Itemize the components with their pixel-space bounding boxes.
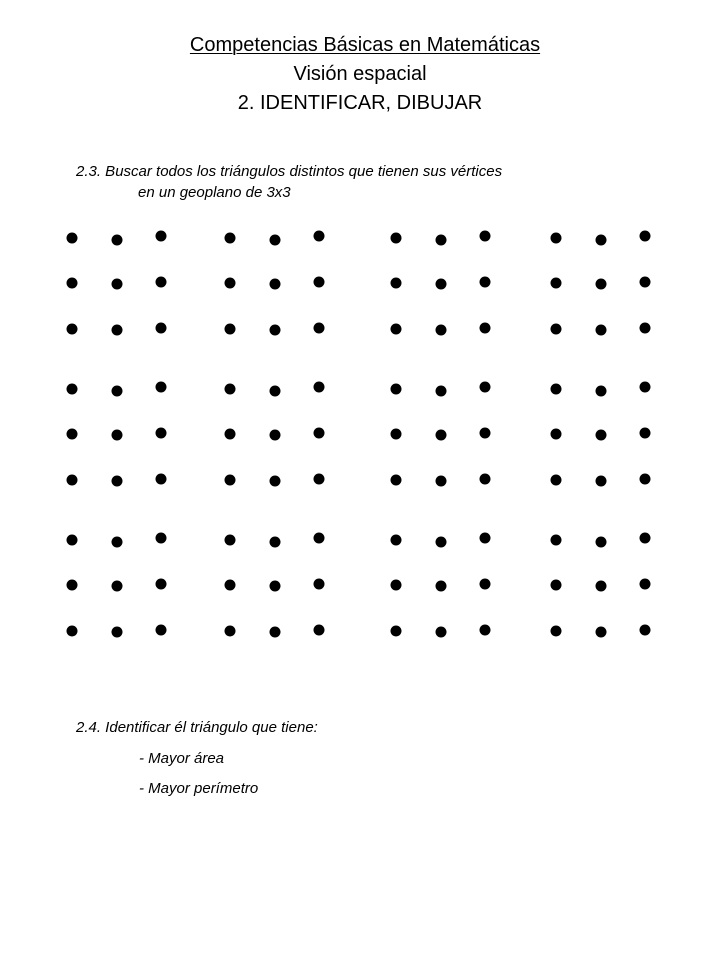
- geoplane-peg: [551, 429, 562, 440]
- geoplane-peg: [640, 382, 651, 393]
- geoplane-peg: [225, 535, 236, 546]
- geoplane: [67, 533, 167, 638]
- section-title: 2. IDENTIFICAR, DIBUJAR: [237, 92, 483, 114]
- geoplane-peg: [156, 625, 167, 636]
- geoplane-peg: [596, 386, 607, 397]
- geoplane-peg: [270, 430, 281, 441]
- geoplane: [551, 382, 651, 487]
- geoplane-peg: [67, 324, 78, 335]
- geoplane: [67, 231, 167, 336]
- geoplane-peg: [596, 627, 607, 638]
- course-title: Competencias Básicas en Matemáticas: [189, 34, 541, 56]
- geoplane-peg: [480, 625, 491, 636]
- geoplane-peg: [480, 428, 491, 439]
- geoplane-peg: [270, 627, 281, 638]
- geoplane-peg: [225, 278, 236, 289]
- geoplane-peg: [640, 428, 651, 439]
- geoplane: [391, 231, 491, 336]
- task-2-4-prompt: 2.4. Identificar él triángulo que tiene:: [76, 719, 318, 736]
- geoplane-peg: [156, 579, 167, 590]
- task-2-4-item-perimeter: - Mayor perímetro: [139, 780, 259, 797]
- geoplane-peg: [67, 626, 78, 637]
- geoplane-peg: [314, 382, 325, 393]
- geoplane-peg: [436, 627, 447, 638]
- geoplane-peg: [112, 386, 123, 397]
- geoplane-peg: [225, 580, 236, 591]
- geoplane-peg: [156, 231, 167, 242]
- geoplane-peg: [391, 324, 402, 335]
- geoplane-peg: [436, 386, 447, 397]
- geoplane-peg: [270, 235, 281, 246]
- geoplane-peg: [156, 533, 167, 544]
- geoplane-peg: [314, 277, 325, 288]
- geoplane-peg: [551, 475, 562, 486]
- geoplane-peg: [225, 324, 236, 335]
- task-2-3-line1: 2.3. Buscar todos los triángulos distintos que tienen sus vértices: [76, 163, 503, 180]
- geoplane: [225, 382, 325, 487]
- geoplane-peg: [270, 581, 281, 592]
- geoplane-peg: [67, 233, 78, 244]
- geoplane: [225, 533, 325, 638]
- task-2-4-item-area: - Mayor área: [139, 750, 225, 767]
- geoplane-peg: [551, 384, 562, 395]
- geoplane-peg: [436, 235, 447, 246]
- geoplane-peg: [551, 324, 562, 335]
- geoplane-peg: [67, 475, 78, 486]
- geoplane-peg: [391, 580, 402, 591]
- geoplane-peg: [391, 233, 402, 244]
- geoplane-peg: [112, 627, 123, 638]
- geoplane-peg: [391, 535, 402, 546]
- geoplane-peg: [314, 625, 325, 636]
- geoplane-peg: [480, 579, 491, 590]
- geoplane-peg: [596, 279, 607, 290]
- geoplane-peg: [67, 278, 78, 289]
- geoplane: [67, 382, 167, 487]
- geoplane-peg: [596, 537, 607, 548]
- geoplane-peg: [640, 231, 651, 242]
- geoplane-peg: [225, 429, 236, 440]
- geoplane-peg: [436, 325, 447, 336]
- geoplane-peg: [436, 581, 447, 592]
- geoplane-peg: [156, 277, 167, 288]
- task-2-3-line2: en un geoplano de 3x3: [138, 184, 291, 201]
- geoplane-peg: [480, 533, 491, 544]
- geoplane-peg: [640, 579, 651, 590]
- geoplane-peg: [225, 384, 236, 395]
- geoplane-peg: [112, 235, 123, 246]
- geoplane-peg: [391, 475, 402, 486]
- geoplane-peg: [67, 535, 78, 546]
- geoplane-peg: [640, 323, 651, 334]
- geoplane-peg: [112, 430, 123, 441]
- geoplane-peg: [640, 277, 651, 288]
- geoplane-peg: [551, 278, 562, 289]
- geoplane: [391, 382, 491, 487]
- geoplane-peg: [391, 429, 402, 440]
- geoplane-peg: [480, 277, 491, 288]
- geoplane-peg: [596, 430, 607, 441]
- geoplane: [225, 231, 325, 336]
- geoplane-peg: [270, 537, 281, 548]
- geoplane: [551, 533, 651, 638]
- geoplane-peg: [596, 235, 607, 246]
- geoplane-peg: [391, 384, 402, 395]
- geoplane-peg: [112, 537, 123, 548]
- geoplane-peg: [270, 279, 281, 290]
- geoplane-peg: [640, 625, 651, 636]
- geoplane: [551, 231, 651, 336]
- geoplane-peg: [270, 386, 281, 397]
- geoplane-peg: [314, 474, 325, 485]
- geoplane-peg: [156, 382, 167, 393]
- geoplane: [391, 533, 491, 638]
- geoplane-peg: [67, 384, 78, 395]
- geoplane-peg: [156, 428, 167, 439]
- geoplane-peg: [391, 278, 402, 289]
- geoplane-peg: [391, 626, 402, 637]
- geoplane-peg: [436, 476, 447, 487]
- geoplane-peg: [112, 476, 123, 487]
- geoplane-peg: [480, 323, 491, 334]
- geoplane-peg: [436, 537, 447, 548]
- geoplane-peg: [480, 382, 491, 393]
- geoplane-peg: [480, 474, 491, 485]
- geoplane-peg: [551, 626, 562, 637]
- geoplane-peg: [225, 626, 236, 637]
- geoplane-peg: [551, 233, 562, 244]
- geoplane-peg: [640, 474, 651, 485]
- geoplane-peg: [156, 474, 167, 485]
- geoplane-peg: [551, 580, 562, 591]
- geoplane-peg: [640, 533, 651, 544]
- geoplane-peg: [225, 233, 236, 244]
- geoplane-peg: [225, 475, 236, 486]
- geoplane-peg: [314, 428, 325, 439]
- geoplane-peg: [67, 580, 78, 591]
- geoplane-peg: [314, 533, 325, 544]
- geoplane-peg: [596, 476, 607, 487]
- geoplane-peg: [156, 323, 167, 334]
- geoplane-peg: [314, 579, 325, 590]
- geoplane-peg: [112, 279, 123, 290]
- geoplane-peg: [551, 535, 562, 546]
- geoplane-peg: [436, 279, 447, 290]
- geoplane-peg: [436, 430, 447, 441]
- topic-title: Visión espacial: [293, 63, 427, 85]
- geoplane-peg: [596, 325, 607, 336]
- geoplane-peg: [67, 429, 78, 440]
- geoplane-peg: [480, 231, 491, 242]
- geoplane-peg: [270, 476, 281, 487]
- geoplane-peg: [112, 581, 123, 592]
- geoplane-peg: [314, 231, 325, 242]
- geoplane-peg: [112, 325, 123, 336]
- geoplane-peg: [314, 323, 325, 334]
- geoplane-peg: [270, 325, 281, 336]
- geoplane-peg: [596, 581, 607, 592]
